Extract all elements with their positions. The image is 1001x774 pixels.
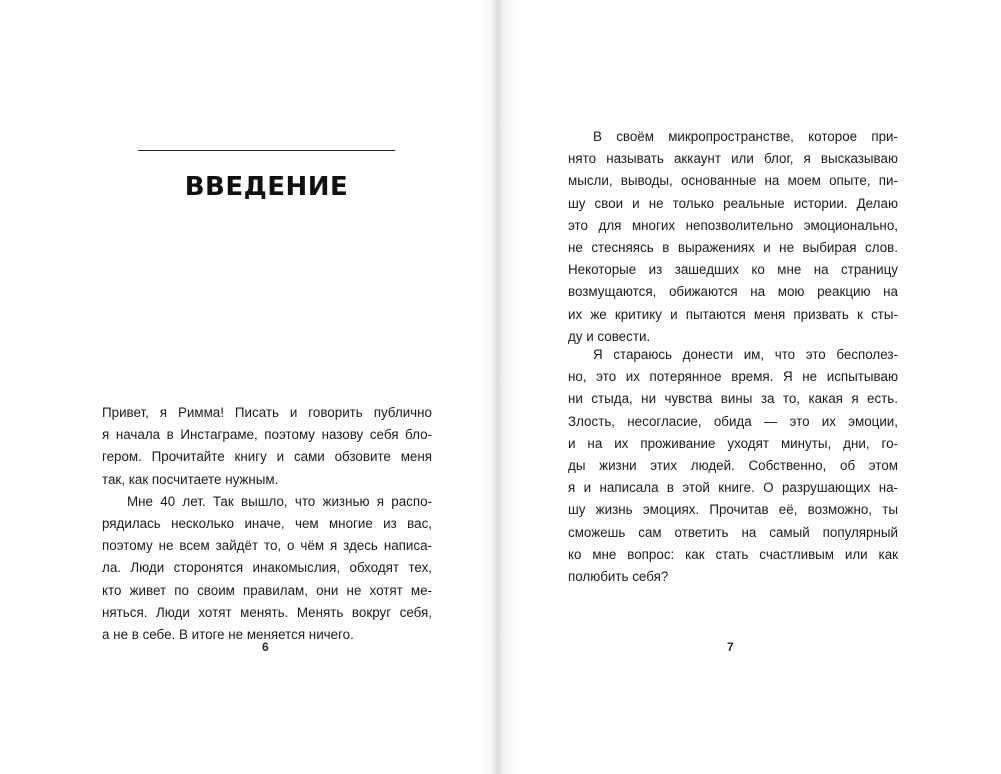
text-line: но, это их потерянное время. Я не испытываю — [568, 369, 898, 385]
text-line: ду и совести. — [568, 328, 651, 344]
text-line: шу свои и не только реальные истории. Делаю — [568, 195, 898, 211]
text-line: рядилась несколько иначе, чем многие из вас, — [102, 516, 432, 532]
text-line: ла. Люди сторонятся инакомыслия, обходят тех, — [102, 560, 432, 576]
text-line: их же критику и пытаются меня призвать к сты- — [568, 306, 898, 322]
text-line: ни стыда, ни чувства вины за то, какая я есть. — [568, 391, 898, 407]
text-line: и на их проживание уходят минуты, дни, го- — [568, 435, 898, 451]
left-page — [0, 0, 497, 774]
text-line: нято называть аккаунт или блог, я высказываю — [568, 151, 898, 167]
right-body-text-2 — [568, 344, 898, 588]
text-line: шу жизнь эмоциях. Прочитав её, возможно, ты — [568, 502, 898, 518]
left-body-text — [102, 402, 432, 646]
title-rule — [138, 150, 395, 151]
right-body-text-1 — [568, 126, 898, 348]
text-line: я и написала в этой книге. О разрушающих на- — [568, 480, 898, 496]
text-line: Некоторые из зашедших ко мне на страницу — [568, 262, 898, 278]
text-line: Привет, я Римма! Писать и говорить публично — [102, 405, 432, 420]
text-line: а не в себе. В итоге не меняется ничего. — [102, 627, 354, 643]
text-line: ды жизни этих людей. Собственно, об этом — [568, 458, 898, 474]
page-number: 7 — [727, 640, 734, 654]
text-line: это для многих непозволительно эмоционально, — [568, 217, 898, 233]
page-number: 6 — [262, 640, 269, 654]
text-line: няться. Люди хотят менять. Менять вокруг себя, — [102, 604, 432, 620]
text-line: поэтому не всем зайдёт то, о чём я здесь написа- — [102, 538, 432, 554]
text-line: сможешь сам ответить на самый популярный — [568, 524, 898, 540]
text-line: Мне 40 лет. Так вышло, что жизнью я распо- — [127, 493, 432, 509]
text-line: так, как посчитаете нужным. — [102, 471, 279, 487]
text-line: я начала в Инстаграме, поэтому назову себя бло- — [102, 427, 432, 443]
text-line: В своём микропространстве, которое при- — [593, 129, 898, 144]
text-line: гером. Прочитайте книгу и сами обзовите меня — [102, 449, 432, 465]
text-line: не стесняясь в выражениях и не выбирая слов. — [568, 240, 898, 256]
text-line: Злость, несогласие, обида — это их эмоции, — [568, 413, 898, 429]
text-line: полюбить себя? — [568, 569, 669, 585]
text-line: Я стараюсь донести им, что это бесполез- — [593, 347, 898, 362]
text-line: возмущаются, обижаются на мою реакцию на — [568, 284, 898, 300]
text-line: ко мне вопрос: как стать счастливым или как — [568, 546, 898, 562]
text-line: мысли, выводы, основанные на моем опыте, пи- — [568, 173, 898, 189]
chapter-title: ВВЕДЕНИЕ — [184, 172, 349, 202]
text-line: кто живет по своим правилам, они не хотят ме- — [102, 582, 432, 598]
